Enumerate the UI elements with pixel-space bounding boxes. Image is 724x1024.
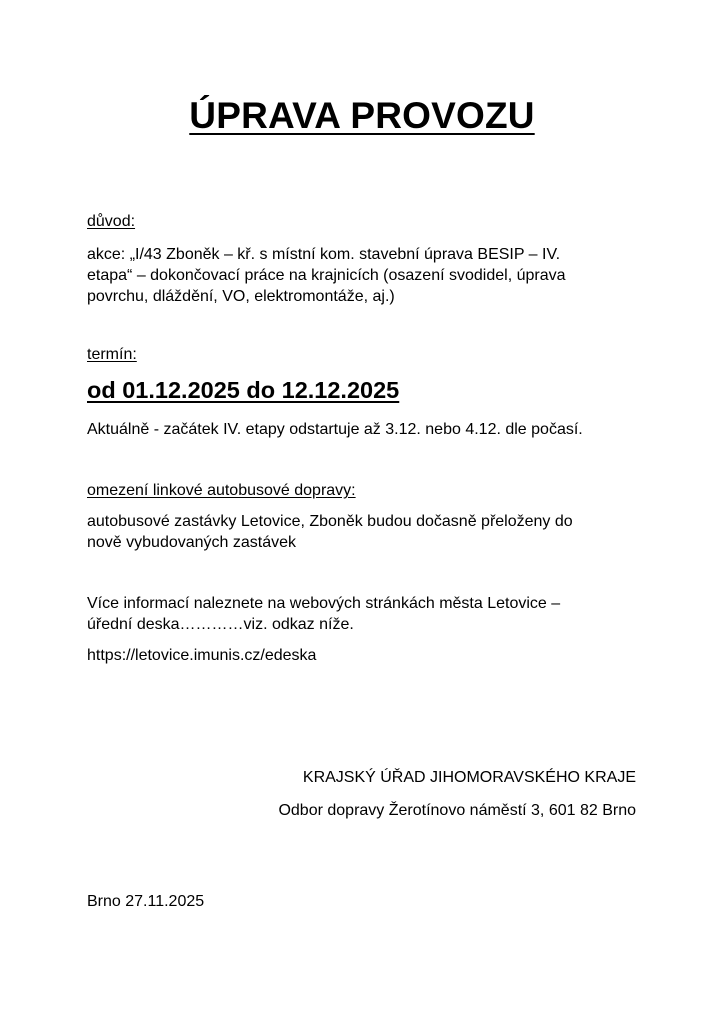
info-line-1: Více informací naleznete na webových stránkách města Letovice – [87,595,561,612]
info-line-2: úřední deska…………viz. odkaz níže. [87,616,354,633]
term-dates: od 01.12.2025 do 12.12.2025 [87,377,400,403]
page-title: ÚPRAVA PROVOZU [189,95,535,136]
authority-name: KRAJSKÝ ÚŘAD JIHOMORAVSKÉHO KRAJE [302,769,636,786]
info-url: https://letovice.imunis.cz/edeska [87,647,317,664]
reason-line-1: akce: „I/43 Zboněk – kř. s místní kom. stavební úprava BESIP – IV. [87,246,561,263]
term-note: Aktuálně - začátek IV. etapy odstartuje až 3.12. nebo 4.12. dle počasí. [87,421,583,438]
bus-line-2: nově vybudovaných zastávek [87,534,297,551]
term-heading: termín: [87,346,137,363]
reason-heading: důvod: [87,213,136,230]
place-date: Brno 27.11.2025 [87,893,205,910]
bus-heading: omezení linkové autobusové dopravy: [87,482,356,499]
bus-line-1: autobusové zastávky Letovice, Zboněk budou dočasně přeloženy do [87,513,573,530]
authority-address: Odbor dopravy Žerotínovo náměstí 3, 601 82 Brno [278,802,636,819]
reason-line-2: etapa“ – dokončovací práce na krajnicích (osazení svodidel, úprava [87,267,566,284]
reason-line-3: povrchu, dláždění, VO, elektromontáže, aj.) [87,288,395,305]
